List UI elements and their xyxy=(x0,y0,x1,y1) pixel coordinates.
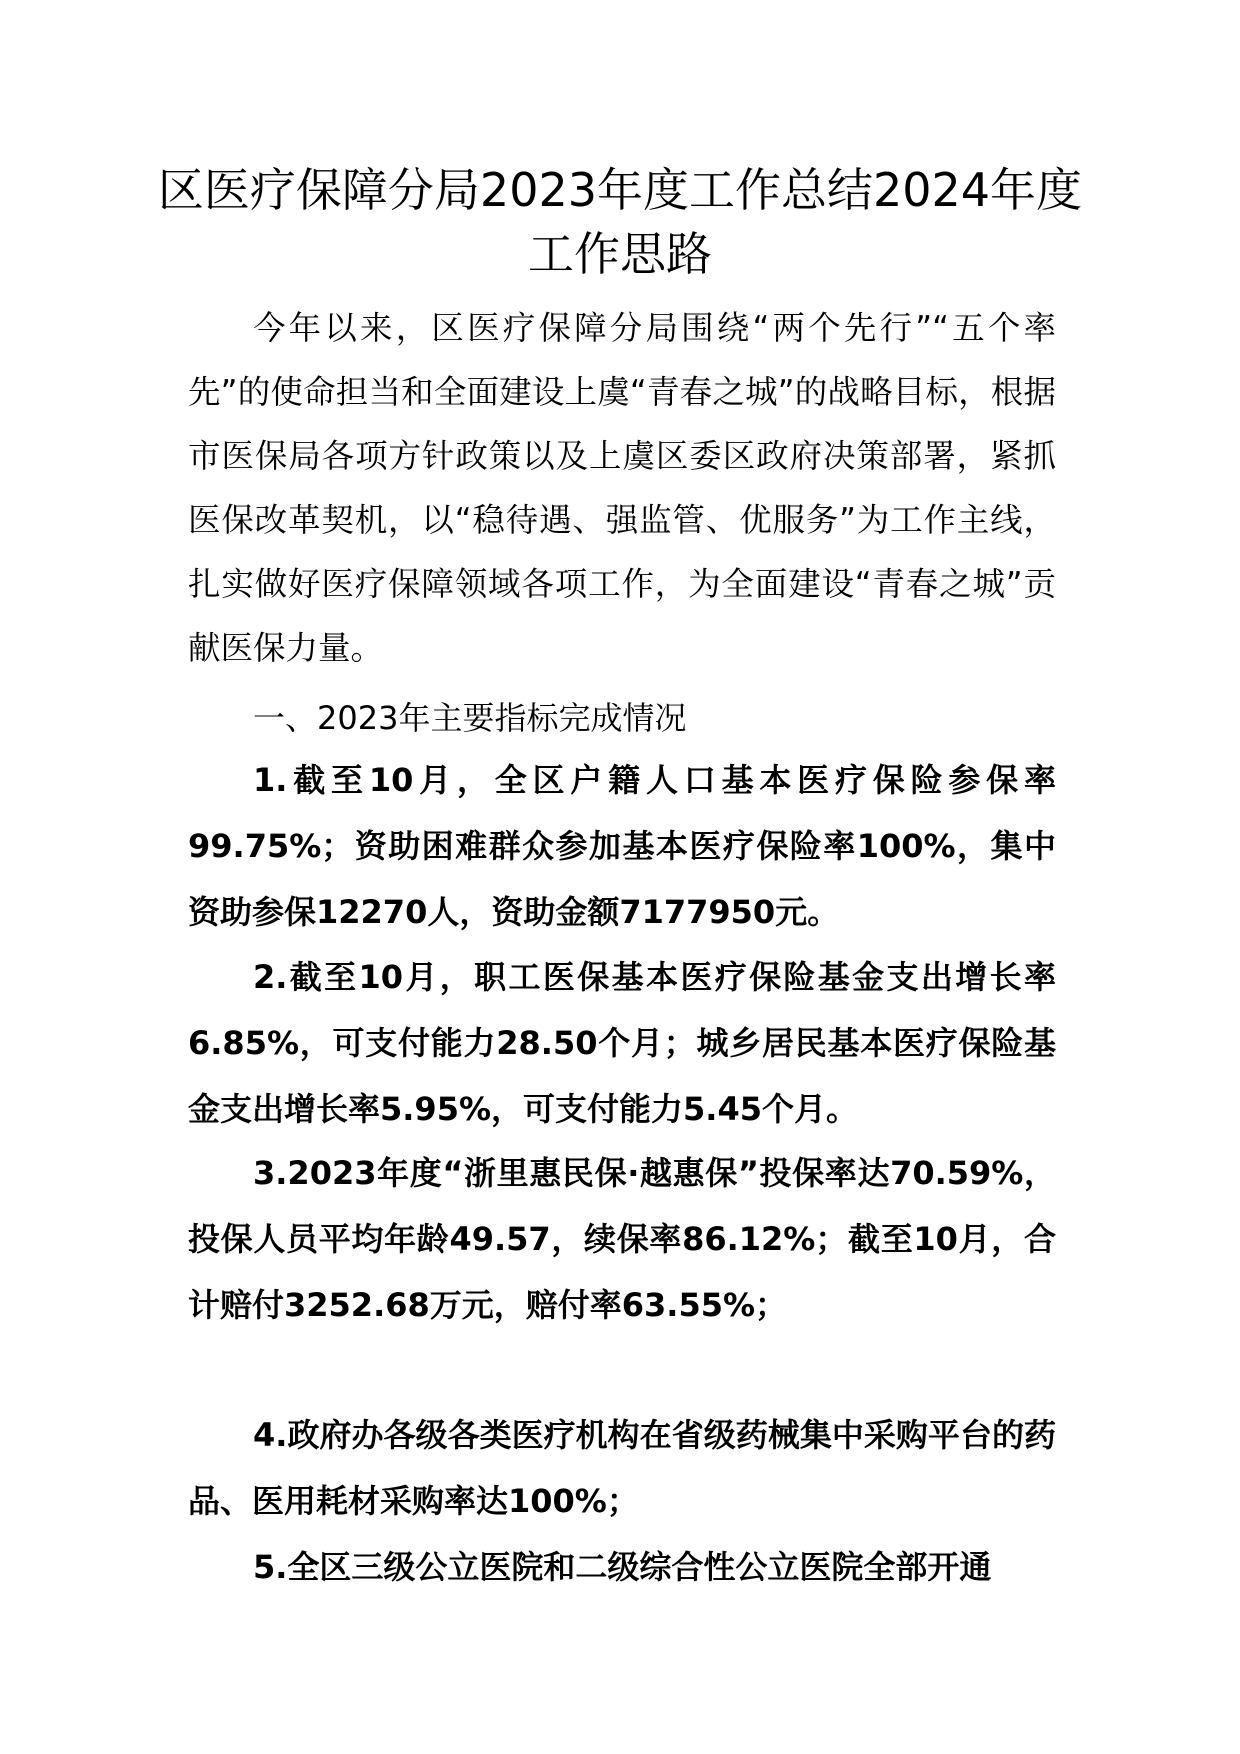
indicator-item-5: 5.全区三级公立医院和二级综合性公立医院全部开通 xyxy=(253,1548,992,1586)
document-title: 区医疗保障分局2023年度工作总结2024年度工作思路 xyxy=(157,163,1083,281)
indicator-item-4: 4.政府办各级各类医疗机构在省级药械集中采购平台的药品、医用耗材采购率达100%； xyxy=(188,1416,1056,1520)
indicator-item-1: 1.截至10月，全区户籍人口基本医疗保险参保率99.75%；资助困难群众参加基本医疗保险率100%，集中资助参保12270人，资助金额7177950元。 xyxy=(188,761,1056,931)
section-heading-1: 一、2023年主要指标完成情况 xyxy=(253,699,687,737)
indicator-item-3: 3.2023年度“浙里惠民保·越惠保”投保率达70.59%，投保人员平均年龄49.57，续保率86.12%；截至10月，合计赔付3252.68万元，赔付率63.55%； xyxy=(188,1154,1056,1324)
intro-paragraph: 今年以来，区医疗保障分局围绕“两个先行”“五个率先”的使命担当和全面建设上虞“青春之城”的战略目标，根据市医保局各项方针政策以及上虞区委区政府决策部署，紧抓医保改革契机，以“稳待遇、强监管、优服务”为工作主线，扎实做好医疗保障领域各项工作，为全面建设“青春之城”贡献医保力量。 xyxy=(188,309,1056,667)
indicator-item-2: 2.截至10月，职工医保基本医疗保险基金支出增长率6.85%，可支付能力28.50个月；城乡居民基本医疗保险基金支出增长率5.95%，可支付能力5.45个月。 xyxy=(188,958,1056,1128)
